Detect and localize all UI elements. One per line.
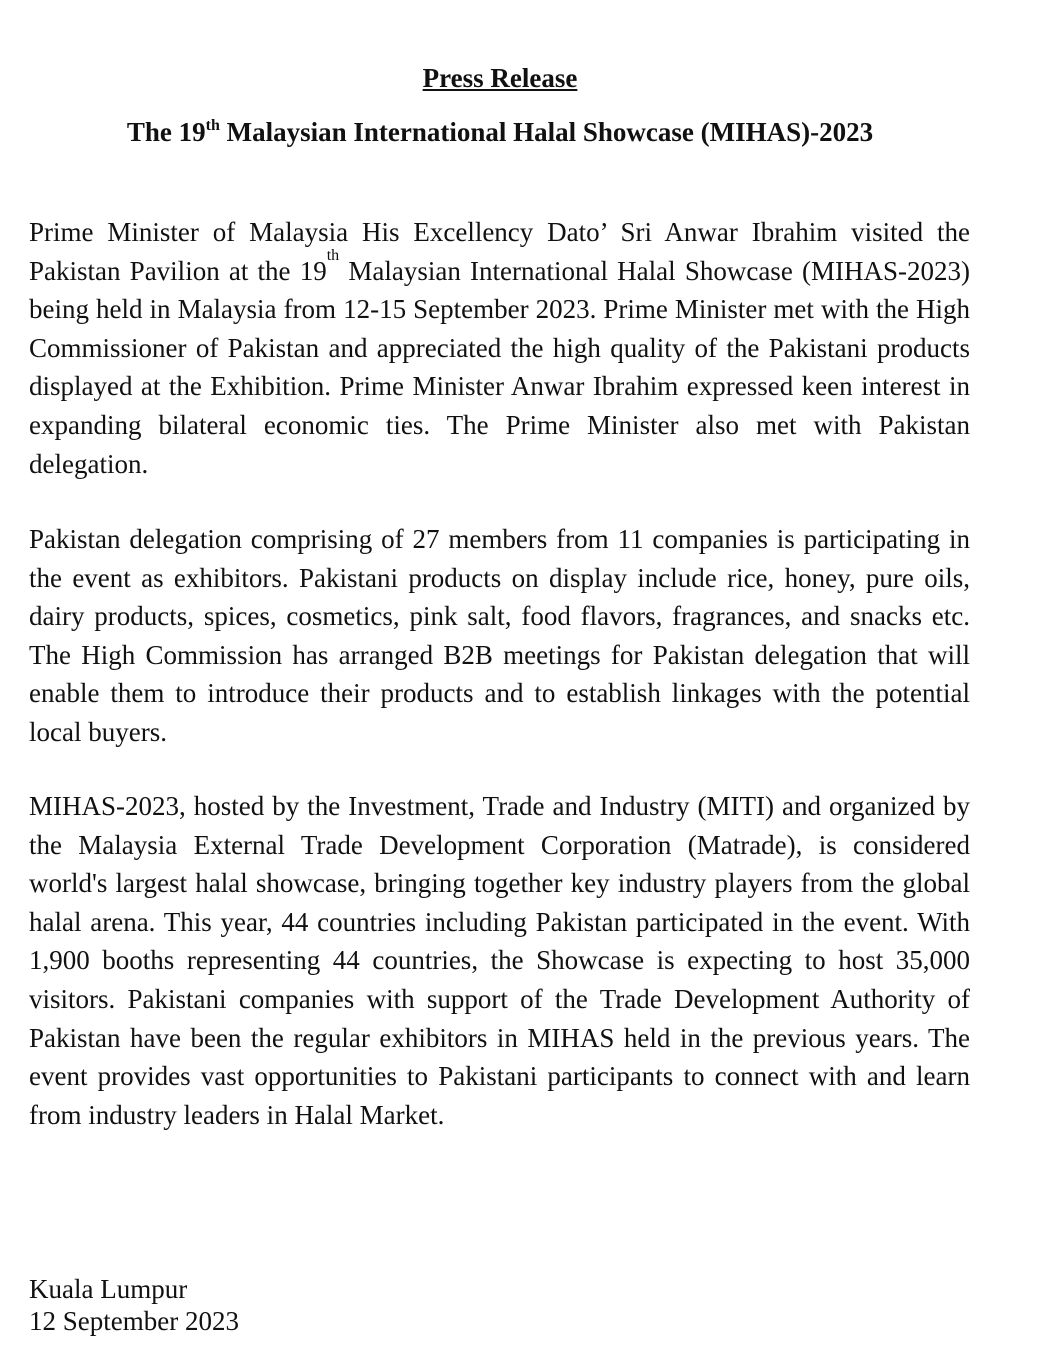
title-ordinal-suffix: th — [205, 117, 220, 134]
paragraph-visit-part1: Prime Minister of Malaysia His Excellency Dato’ Sri Anwar Ibrahim visited the Pakistan Pavilion at the 19 — [29, 217, 970, 286]
paragraph-visit — [29, 213, 970, 483]
document-title — [0, 116, 1000, 148]
signature-place: Kuala Lumpur — [29, 1274, 188, 1304]
paragraph-visit-part2: Malaysian International Halal Showcase (MIHAS-2023) being held in Malaysia from 12-15 September 2023. Prime Minister met with the High Commissioner of Pakistan and appreciated the high quality of the Pakistani products displayed at the Exhibition. Prime Minister Anwar Ibrahim expressed keen interest in expanding bilateral economic ties. The Prime Minister also met with Pakistan delegation. — [29, 255, 970, 479]
signature-date: 12 September 2023 — [29, 1306, 239, 1336]
press-release-label: Press Release — [422, 63, 578, 93]
title-prefix: The 19 — [126, 117, 206, 147]
title-suffix: Malaysian International Halal Showcase (MIHAS)-2023 — [219, 117, 874, 147]
paragraph-visit-ordinal-suffix: th — [326, 246, 340, 264]
paragraph-mihas: MIHAS-2023, hosted by the Investment, Trade and Industry (MITI) and organized by the Malaysia External Trade Development Corporation (Matrade), is considered world's largest halal showcase, bringing together key industry players from the global halal arena. This year, 44 countries including Pakistan participated in the event. With 1,900 booths representing 44 countries, the Showcase is expecting to host 35,000 visitors. Pakistani companies with support of the Trade Development Authority of Pakistan have been the regular exhibitors in MIHAS held in the previous years. The event provides vast opportunities to Pakistani participants to connect with and learn from industry leaders in Halal Market. — [29, 791, 970, 1130]
paragraph-delegation: Pakistan delegation comprising of 27 members from 11 companies is participating in the event as exhibitors. Pakistani products on display include rice, honey, pure oils, dairy products, spices, cosmetics, pink salt, food flavors, fragrances, and snacks etc. The High Commission has arranged B2B meetings for Pakistan delegation that will enable them to introduce their products and to establish linkages with the potential local buyers. — [29, 524, 970, 747]
